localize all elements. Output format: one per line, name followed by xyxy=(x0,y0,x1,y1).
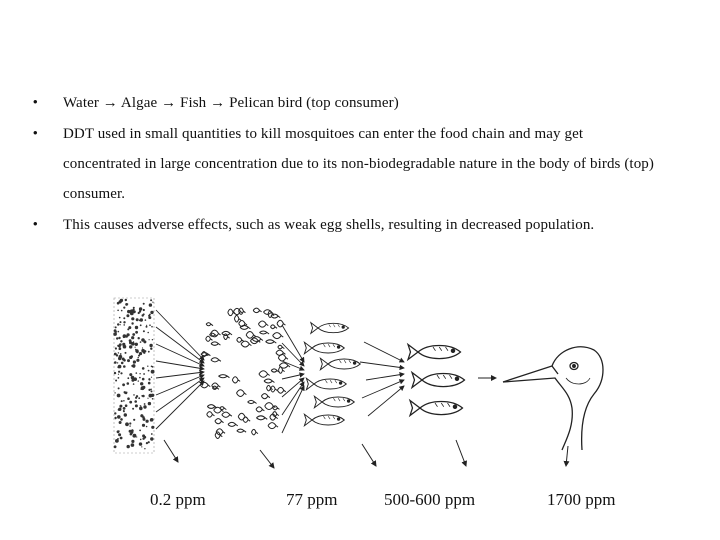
concentration-label-bird: 1700 ppm xyxy=(547,490,616,509)
concentration-label-algae: 77 ppm xyxy=(286,490,338,509)
bullet-text: This causes adverse effects, such as weak egg shells, resulting in decreased population. xyxy=(63,217,595,233)
arrows-algae-to-small-fish xyxy=(282,325,304,433)
large-fish-group xyxy=(408,345,465,416)
arrows-small-to-large-fish xyxy=(360,342,404,416)
small-fish-group xyxy=(304,323,360,426)
bullet-dot: • xyxy=(33,125,38,140)
downward-arrows xyxy=(164,440,568,468)
algae-cluster xyxy=(200,308,290,438)
pelican-head xyxy=(503,347,603,450)
arrows-water-to-algae xyxy=(156,310,204,429)
concentration-label-water: 0.2 ppm xyxy=(150,490,206,509)
concentration-label-fish: 500-600 ppm xyxy=(384,490,476,509)
bullet-text: Water → Algae → Fish → Pelican bird (top consumer) xyxy=(63,95,399,111)
water-column xyxy=(113,298,154,453)
bullet-text: DDT used in small quantities to kill mosquitoes can enter the food chain and may get concentrated in large concentration due to its non-biodegradable nature in the body of birds (top) consumer. xyxy=(63,126,654,202)
bullet-dot: • xyxy=(33,216,38,231)
bullet-dot: • xyxy=(33,94,38,109)
biomagnification-diagram xyxy=(100,290,620,480)
